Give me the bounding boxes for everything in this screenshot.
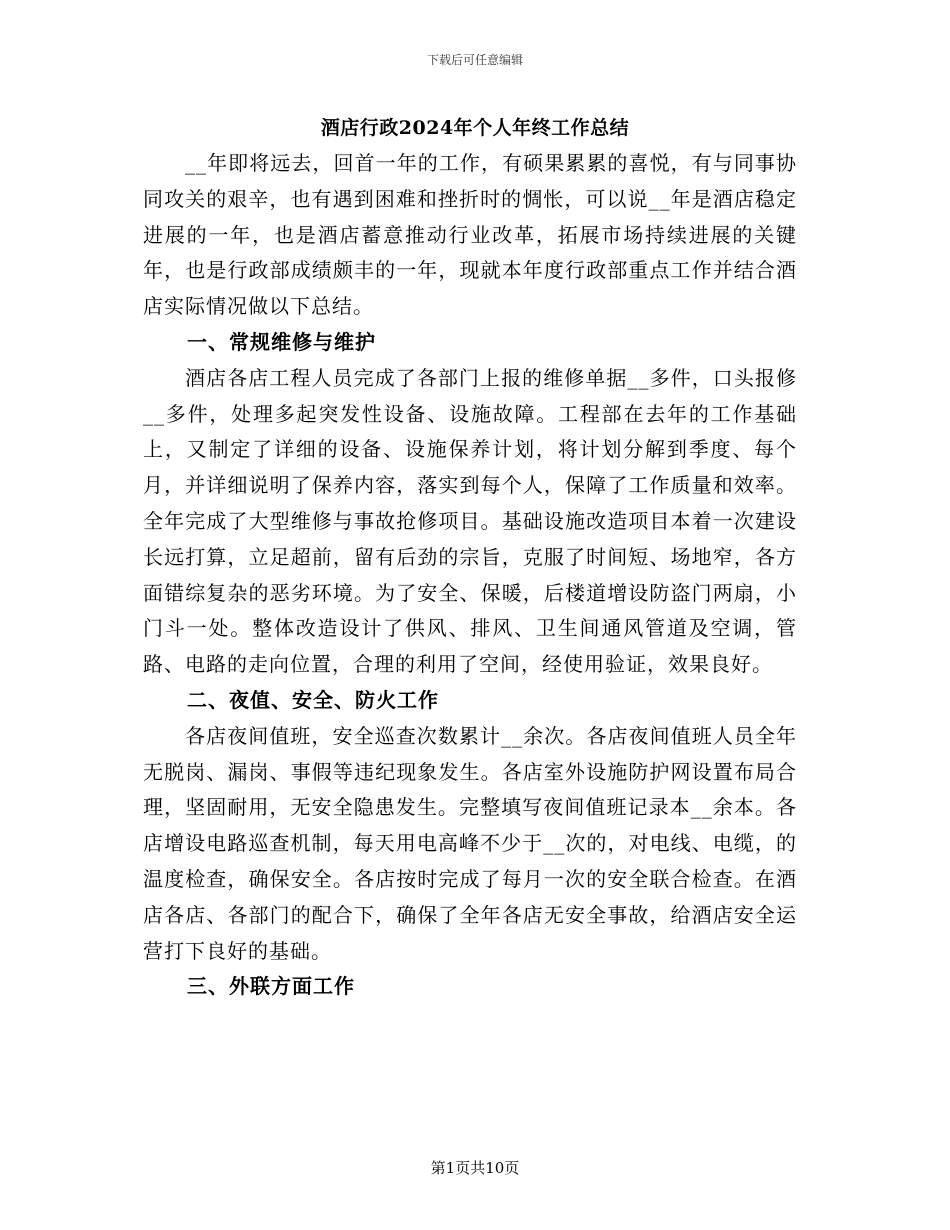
- page-number: 第1页共10页: [430, 1159, 520, 1177]
- document-title: 酒店行政2024年个人年终工作总结: [320, 117, 630, 139]
- document-body: [143, 146, 797, 1005]
- intro-paragraph: __年即将远去，回首一年的工作，有硕果累累的喜悦，有与同事协同攻关的艰辛，也有遇到困难和挫折时的惆怅，可以说__年是酒店稳定进展的一年，也是酒店蓄意推动行业改革，拓展市场持续进展的关键年，也是行政部成绩颇丰的一年，现就本年度行政部重点工作并结合酒店实际情况做以下总结。: [143, 151, 797, 319]
- section-heading-maintenance: 一、常规维修与维护: [187, 329, 376, 354]
- section-body-safety: 各店夜间值班，安全巡查次数累计__余次。各店夜间值班人员全年无脱岗、漏岗、事假等违纪现象发生。各店室外设施防护网设置布局合理，坚固耐用，无安全隐患发生。完整填写夜间值班记录本__余本。各店增设电路巡查机制，每天用电高峰不少于__次的，对电线、电缆，的温度检查，确保安全。各店按时完成了每月一次的安全联合检查。在酒店各店、各部门的配合下，确保了全年各店无安全事故，给酒店安全运营打下良好的基础。: [143, 723, 797, 963]
- section-heading-external: 三、外联方面工作: [187, 974, 355, 999]
- section-body-maintenance: 酒店各店工程人员完成了各部门上报的维修单据__多件，口头报修__多件，处理多起突发性设备、设施故障。工程部在去年的工作基础上，又制定了详细的设备、设施保养计划，将计划分解到季度、每个月，并详细说明了保养内容，落实到每个人，保障了工作质量和效率。全年完成了大型维修与事故抢修项目。基础设施改造项目本着一次建设长远打算，立足超前，留有后劲的宗旨，克服了时间短、场地窄，各方面错综复杂的恶劣环境。为了安全、保暖，后楼道增设防盗门两扇，小门斗一处。整体改造设计了供风、排风、卫生间通风管道及空调，管路、电路的走向位置，合理的利用了空间，经使用验证，效果良好。: [143, 365, 797, 677]
- page-header-note: 下载后可任意编辑: [426, 53, 523, 67]
- section-heading-safety: 二、夜值、安全、防火工作: [187, 687, 439, 712]
